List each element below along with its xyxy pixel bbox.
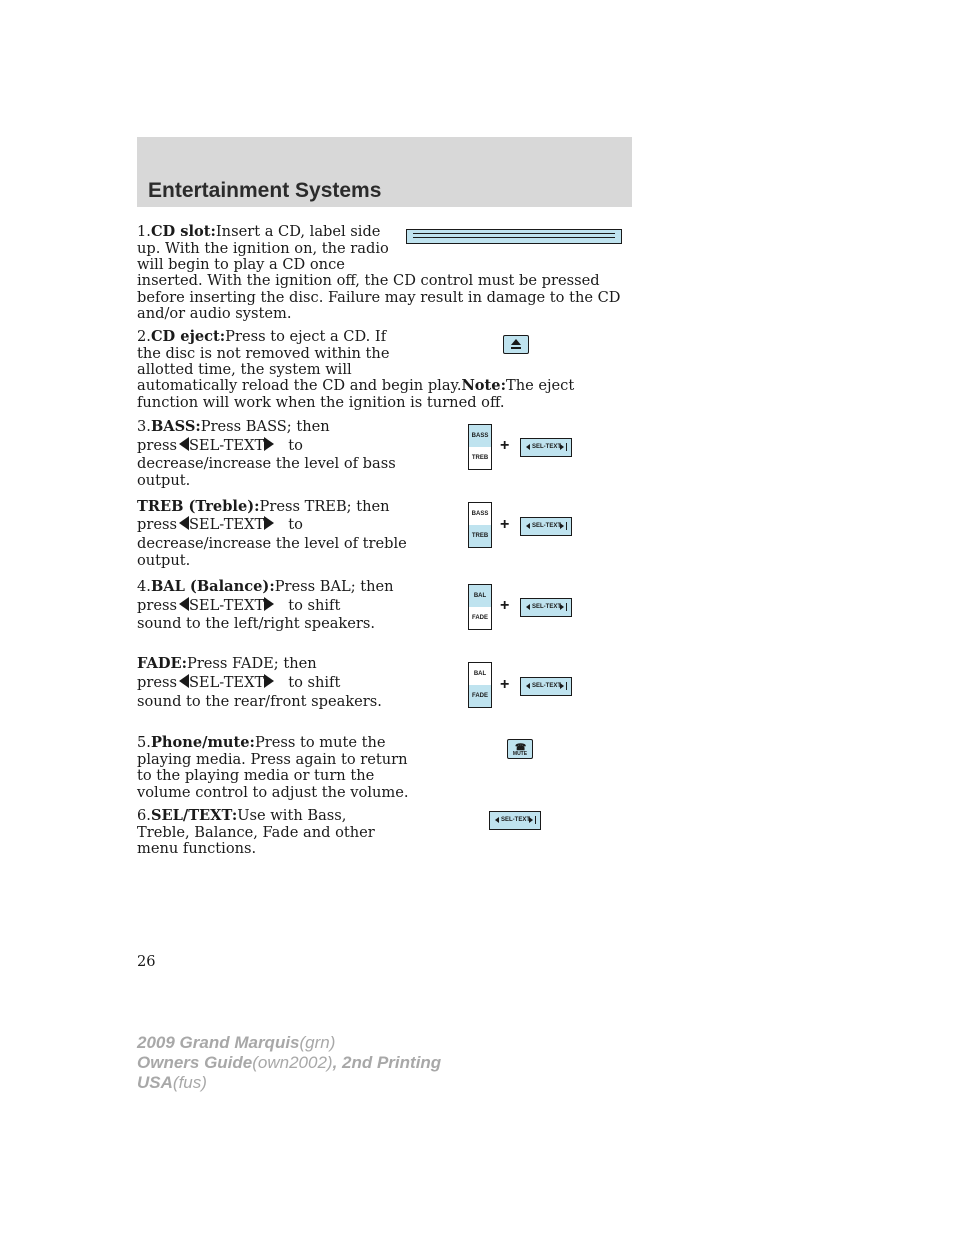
plus-icon: + bbox=[500, 516, 510, 533]
treb-body: decrease/increase the level of treble output. bbox=[137, 535, 407, 569]
plus-icon: + bbox=[500, 676, 510, 693]
phone-mute-icon: ☎ MUTE bbox=[507, 739, 533, 759]
bass-treb-button: BASS TREB bbox=[468, 502, 492, 548]
bass-treb-button: BASS TREB bbox=[468, 424, 492, 470]
fade-press-line: press SEL-TEXT to shift bbox=[137, 674, 341, 691]
sel-text-button: SEL-TEXT bbox=[520, 438, 572, 457]
bass-press-line: press SEL-TEXT to bbox=[137, 437, 303, 454]
section-title: Entertainment Systems bbox=[148, 179, 382, 202]
footer: 2009 Grand Marquis(grn) Owners Guide(own2002), 2nd Printing USA(fus) bbox=[137, 1033, 442, 1092]
cd-eject-body: automatically reload the CD and begin play.Note:The eject function will work when the ignition is turned off. bbox=[137, 377, 575, 411]
plus-icon: + bbox=[500, 437, 510, 454]
treb-heading: TREB (Treble):Press TREB; then bbox=[137, 498, 390, 515]
right-arrow-icon bbox=[264, 437, 274, 451]
bal-fade-button: BAL FADE bbox=[468, 584, 492, 630]
fade-heading: FADE:Press FADE; then bbox=[137, 655, 317, 672]
cd-slot-term: CD slot: bbox=[150, 223, 216, 240]
bal-fade-button: BAL FADE bbox=[468, 662, 492, 708]
cd-eject-term: CD eject: bbox=[150, 328, 226, 345]
right-arrow-icon bbox=[264, 516, 274, 530]
left-arrow-icon bbox=[179, 437, 189, 451]
page-number: 26 bbox=[137, 953, 156, 970]
treb-press-line: press SEL-TEXT to bbox=[137, 516, 303, 533]
note-term: Note: bbox=[461, 377, 506, 394]
left-arrow-icon bbox=[179, 516, 189, 530]
left-arrow-icon bbox=[179, 674, 189, 688]
cd-slot-body: inserted. With the ignition off, the CD control must be pressed before inserting the disc. Failure may result in damage to the CD and/or audio system. bbox=[137, 272, 621, 323]
right-arrow-icon bbox=[264, 597, 274, 611]
fade-body: sound to the rear/front speakers. bbox=[137, 693, 382, 710]
cd-slot-icon bbox=[406, 229, 622, 244]
seltext-term: SEL/TEXT: bbox=[150, 807, 238, 824]
sel-text-button: SEL-TEXT bbox=[520, 677, 572, 696]
plus-icon: + bbox=[500, 597, 510, 614]
sel-text-button: SEL-TEXT bbox=[520, 598, 572, 617]
sel-text-button: SEL-TEXT bbox=[520, 517, 572, 536]
eject-icon bbox=[503, 335, 529, 354]
bal-body: sound to the left/right speakers. bbox=[137, 615, 376, 632]
mute-paragraph: 5.Phone/mute:Press to mute the playing media. Press again to return to the playing media or turn the volume control to adjust the volume. bbox=[137, 734, 409, 801]
section-header bbox=[137, 137, 632, 207]
bass-body: decrease/increase the level of bass output. bbox=[137, 455, 396, 489]
left-arrow-icon bbox=[179, 597, 189, 611]
cd-eject-paragraph: 2.CD eject:Press to eject a CD. If the disc is not removed within the allotted time, the system will bbox=[137, 328, 390, 379]
right-arrow-icon bbox=[264, 674, 274, 688]
bal-heading: 4.BAL (Balance):Press BAL; then bbox=[137, 578, 394, 595]
bal-press-line: press SEL-TEXT to shift bbox=[137, 597, 341, 614]
cd-slot-paragraph: 1.CD slot:Insert a CD, label side up. With the ignition on, the radio will begin to play a CD once bbox=[137, 223, 389, 274]
bass-heading: 3.BASS:Press BASS; then bbox=[137, 418, 330, 435]
mute-term: Phone/mute: bbox=[150, 734, 255, 751]
seltext-paragraph: 6.SEL/TEXT:Use with Bass, Treble, Balance, Fade and other menu functions. bbox=[137, 807, 375, 858]
sel-text-button: SEL-TEXT bbox=[489, 811, 541, 830]
